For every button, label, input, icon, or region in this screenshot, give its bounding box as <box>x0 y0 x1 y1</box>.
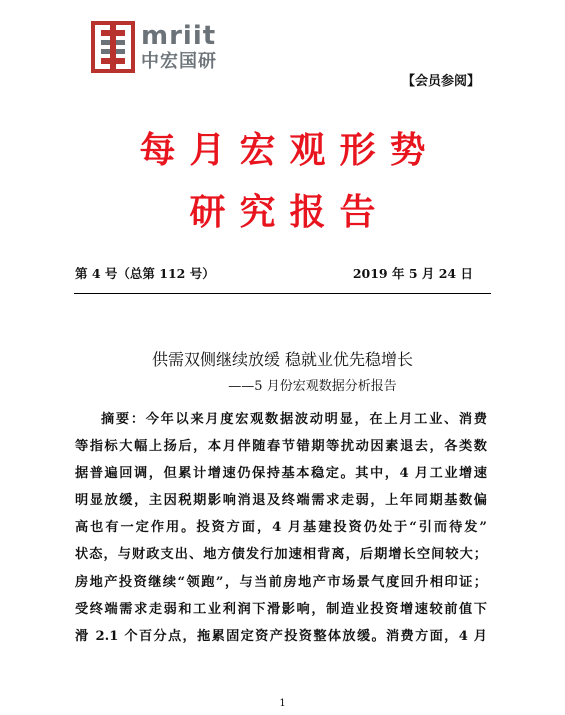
logo-mark-icon <box>91 21 135 73</box>
abstract-line: 据普遍回调，但累计增速仍保持基本稳定。其中，4 月工业增速 <box>75 466 487 482</box>
page-number: 1 <box>279 698 286 709</box>
mriit-logo <box>91 21 217 73</box>
report-title-line-2: 研究报告 <box>189 191 390 233</box>
abstract-line: 房地产投资继续“领跑”，与当前房地产市场景气度回升相印证； <box>75 574 487 590</box>
logo-chinese-name: 中宏国研 <box>141 51 217 72</box>
abstract-line: 等指标大幅上扬后，本月伴随春节错期等扰动因素退去，各类数 <box>75 439 487 455</box>
article-subheadline: ——5 月份宏观数据分析报告 <box>228 379 397 394</box>
report-title-line-1: 每月宏观形势 <box>139 129 440 171</box>
header-divider <box>74 293 491 294</box>
issue-info-row <box>75 264 473 282</box>
abstract-line: 状态，与财政支出、地方债发行加速相背离，后期增长空间较大； <box>75 547 487 563</box>
abstract-paragraph <box>75 406 487 650</box>
logo-wordmark: mriit <box>141 21 217 51</box>
abstract-line: 受终端需求走弱和工业利润下滑影响，制造业投资增速较前值下 <box>75 601 487 617</box>
member-reference-note: 【会员参阅】 <box>402 74 481 89</box>
abstract-line: 高也有一定作用。投资方面，4 月基建投资仍处于“引而待发” <box>75 520 487 536</box>
abstract-line: 滑 2.1 个百分点，拖累固定资产投资整体放缓。消费方面，4 月 <box>75 628 487 644</box>
article-headline: 供需双侧继续放缓 稳就业优先稳增长 <box>151 350 414 369</box>
abstract-line: 明显放缓，主因税期影响消退及终端需求走弱，上年同期基数偏 <box>75 493 487 509</box>
issue-date: 2019 年 5 月 24 日 <box>352 266 473 281</box>
issue-number: 第 4 号（总第 112 号） <box>75 266 215 281</box>
abstract-line: 摘要：今年以来月度宏观数据波动明显，在上月工业、消费 <box>101 412 487 427</box>
